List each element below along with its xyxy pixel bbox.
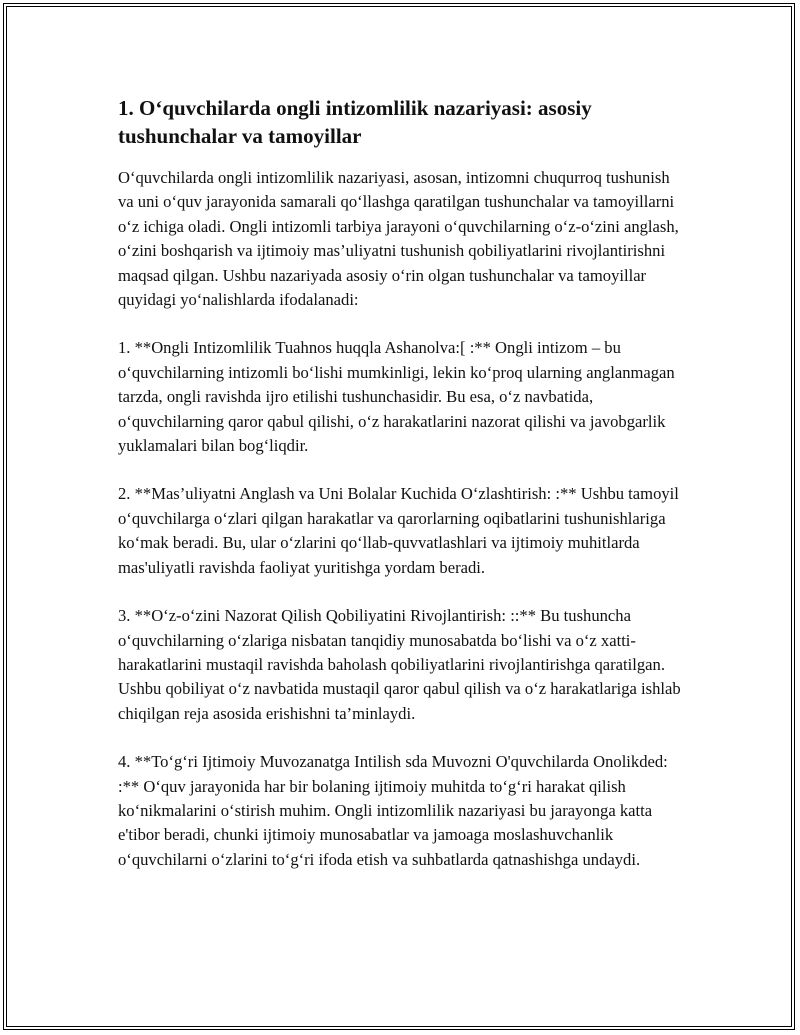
principle-paragraph-4: 4. **To‘g‘ri Ijtimoiy Muvozanatga Intilish sda Muvozni O'quvchilarda Onolikded: :** O‘quv jarayonida har bir bolaning ijtimoiy muhitda to‘g‘ri harakat qilish ko‘nikmalarini o‘stirish muhim. Ongli intizomlilik nazariyasi bu jarayonga katta e'tibor beradi, chunki ijtimoiy munosabatlar va jamoaga moslashuvchanlik o‘quvchilarni o‘zlarini to‘g‘ri ifoda etish va suhbatlarda qatnashishga undaydi. [118, 752, 668, 869]
intro-paragraph: O‘quvchilarda ongli intizomlilik nazariyasi, asosan, intizomni chuqurroq tushunish va uni o‘quv jarayonida samarali qo‘llashga qaratilgan tushunchalar va tamoyillarni o‘z ichiga oladi. Ongli intizomli tarbiya jarayoni o‘quvchilarning o‘z-o‘zini anglash, o‘zini boshqarish va ijtimoiy mas’uliyatni tushunish qobiliyatlarini rivojlantirishni maqsad qilgan. Ushbu nazariyada asosiy o‘rin olgan tushunchalar va tamoyillar quyidagi yo‘nalishlarda ifodalanadi: [118, 168, 679, 310]
principle-paragraph-1: 1. **Ongli Intizomlilik Tuahnos huqqla Ashanolva:[ :** Ongli intizom – bu o‘quvchilarning intizomli bo‘lishi mumkinligi, lekin ko‘proq ularning anglanmagan tarzda, ongli ravishda ijro etilishi tushunchasidir. Bu esa, o‘z navbatida, o‘quvchilarning qaror qabul qilishi, o‘z harakatlarini nazorat qilishi va javobgarlik yuklamalari bilan bog‘liqdir. [118, 338, 675, 456]
section-heading: 1. O‘quvchilarda ongli intizomlilik nazariyasi: asosiy tushunchalar va tamoyillar [118, 96, 592, 148]
document-body [118, 94, 684, 872]
principle-paragraph-3: 3. **O‘z-o‘zini Nazorat Qilish Qobiliyatini Rivojlantirish: ::** Bu tushuncha o‘quvchilarning o‘zlariga nisbatan tanqidiy munosabatda bo‘lishi va o‘z xatti-harakatlarini mustaqil ravishda baholash qobiliyatlarini rivojlantirishga qaratilgan. Ushbu qobiliyat o‘z navbatida mustaqil qaror qabul qilish va o‘z harakatlariga ishlab chiqilgan reja asosida erishishni ta’minlaydi. [118, 606, 681, 723]
principle-paragraph-2: 2. **Mas’uliyatni Anglash va Uni Bolalar Kuchida O‘zlashtirish: :** Ushbu tamoyil o‘quvchilarga o‘zlari qilgan harakatlar va qarorlarning oqibatlarini tushunishlariga ko‘mak beradi. Bu, ular o‘zlarini qo‘llab-quvvatlashlari va ijtimoiy muhitlarda mas'uliyatli ravishda faoliyat yuritishga yordam beradi. [118, 484, 679, 577]
